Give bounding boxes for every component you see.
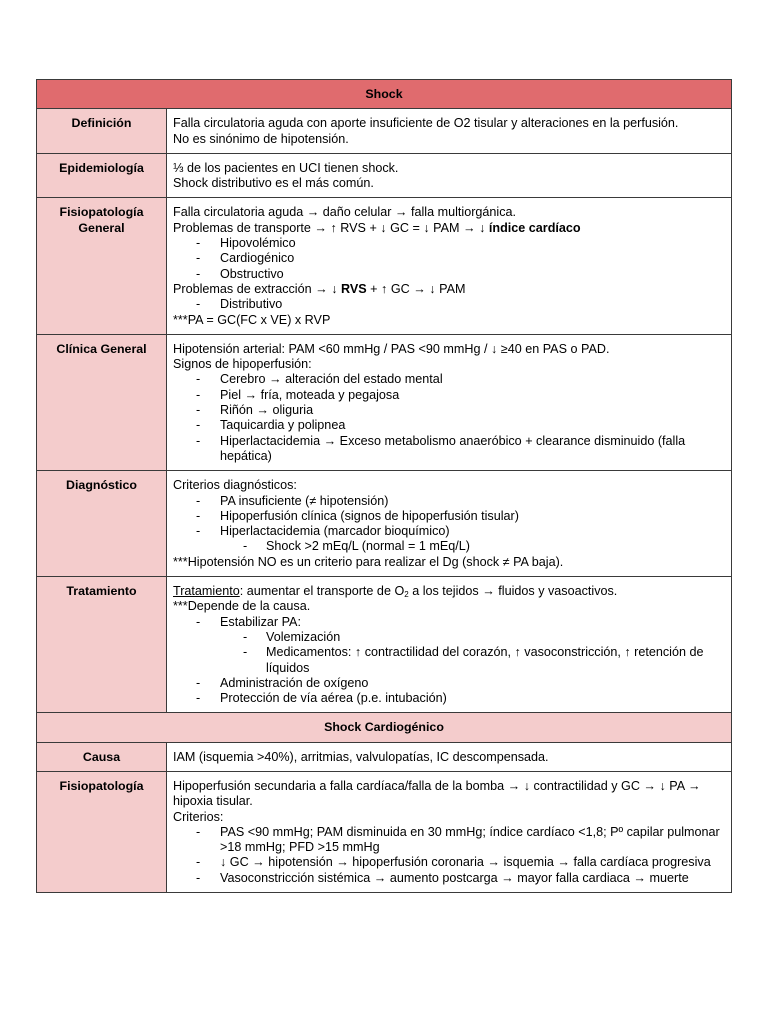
text-fragment: Problemas de extracción → ↓ <box>173 281 341 296</box>
text-line: ***PA = GC(FC x VE) x RVP <box>173 312 331 327</box>
row-label-diagnostico: Diagnóstico <box>37 471 167 577</box>
text-line <box>173 584 721 599</box>
table-title: Shock <box>37 80 732 109</box>
bold-term: índice cardíaco <box>488 220 581 235</box>
row-fisiopatologia-general <box>37 198 732 334</box>
bold-term: RVS <box>341 281 367 296</box>
text-line: Falla circulatoria aguda con aporte insuficiente de O2 tisular y alteraciones en la perfusión. <box>173 116 679 131</box>
text-line: Criterios: <box>173 809 224 824</box>
bullet-item: - PA insuficiente (≠ hipotensión) <box>173 494 721 509</box>
section-subtitle: Shock Cardiogénico <box>37 713 732 742</box>
row-label-fisiopatologia-general <box>37 198 167 334</box>
bullet-item: - Hipoperfusión clínica (signos de hipoperfusión tisular) <box>173 509 721 524</box>
text-line: Hipotensión arterial: PAM <60 mmHg / PAS <90 mmHg / ↓ ≥40 en PAS o PAD. <box>173 341 610 356</box>
bullet-item: - Riñón → oliguria <box>173 403 721 418</box>
row-tratamiento <box>37 577 732 713</box>
row-label-clinica-general: Clínica General <box>37 334 167 470</box>
bullet-item: - Cardiogénico <box>173 251 721 266</box>
text-line <box>173 282 721 297</box>
row-clinica-general <box>37 334 732 470</box>
text-fragment: Problemas de transporte → ↑ RVS + ↓ GC = ↓ PAM → ↓ <box>173 220 489 235</box>
text-line: No es sinónimo de hipotensión. <box>173 131 349 146</box>
underlined-term: Tratamiento <box>173 584 240 599</box>
subtitle-row <box>37 713 732 742</box>
bullet-item: - Estabilizar PA: <box>173 615 721 630</box>
text-line: Hipoperfusión secundaria a falla cardíaca/falla de la bomba → ↓ contractilidad y GC → ↓ PA → hipoxia tisular. <box>173 778 701 809</box>
text-line: Falla circulatoria aguda → daño celular → falla multiorgánica. <box>173 205 517 220</box>
bullet-item: - Protección de vía aérea (p.e. intubación) <box>173 691 721 706</box>
text-line: Criterios diagnósticos: <box>173 478 297 493</box>
row-content-epidemiologia <box>167 153 732 198</box>
row-epidemiologia <box>37 153 732 198</box>
text-line: IAM (isquemia >40%), arritmias, valvulopatías, IC descompensada. <box>173 749 549 764</box>
shock-summary-table <box>36 79 732 893</box>
row-content-fisiopatologia <box>167 771 732 892</box>
text-line <box>173 221 721 236</box>
row-fisiopatologia <box>37 771 732 892</box>
text-line: ***Depende de la causa. <box>173 599 311 614</box>
label-line: Fisiopatología <box>59 205 144 220</box>
subscript: 2 <box>404 590 409 600</box>
row-content-fisiopatologia-general <box>167 198 732 334</box>
row-causa <box>37 742 732 771</box>
bullet-item: - Distributivo <box>173 297 721 312</box>
bullet-item: - ↓ GC → hipotensión → hipoperfusión coronaria → isquemia → falla cardíaca progresiva <box>173 855 721 870</box>
row-definicion <box>37 109 732 154</box>
sub-bullet-item: - Shock >2 mEq/L (normal = 1 mEq/L) <box>173 539 721 554</box>
bullet-item: - Hiperlactacidemia (marcador bioquímico) <box>173 524 721 539</box>
bullet-item: - Taquicardia y polipnea <box>173 418 721 433</box>
row-label-fisiopatologia: Fisiopatología <box>37 771 167 892</box>
bullet-item: - Hiperlactacidemia → Exceso metabolismo anaeróbico + clearance disminuido (falla hepática) <box>173 434 721 465</box>
bullet-item: - Vasoconstricción sistémica → aumento postcarga → mayor falla cardiaca → muerte <box>173 871 721 886</box>
text-fragment: + ↑ GC → ↓ PAM <box>366 281 466 296</box>
text-fragment: : aumentar el transporte de O <box>239 584 405 599</box>
row-content-causa <box>167 742 732 771</box>
title-row <box>37 80 732 109</box>
text-line: Signos de hipoperfusión: <box>173 357 312 372</box>
row-diagnostico <box>37 471 732 577</box>
text-line: Shock distributivo es el más común. <box>173 176 374 191</box>
sub-bullet-item: - Volemización <box>173 630 721 645</box>
row-content-clinica-general <box>167 334 732 470</box>
bullet-item: - Piel → fría, moteada y pegajosa <box>173 388 721 403</box>
text-line: ⅓ de los pacientes en UCI tienen shock. <box>173 160 399 175</box>
bullet-item: - Obstructivo <box>173 267 721 282</box>
row-content-tratamiento <box>167 577 732 713</box>
row-label-definicion: Definición <box>37 109 167 154</box>
row-content-diagnostico <box>167 471 732 577</box>
text-fragment: a los tejidos → fluidos y vasoactivos. <box>408 584 618 599</box>
bullet-item: - Hipovolémico <box>173 236 721 251</box>
label-line: General <box>78 220 125 235</box>
bullet-item: - Administración de oxígeno <box>173 676 721 691</box>
bullet-item: - PAS <90 mmHg; PAM disminuida en 30 mmHg; índice cardíaco <1,8; Pº capilar pulmonar >18 mmHg; PFD >15 mmHg <box>173 825 721 856</box>
row-label-epidemiologia: Epidemiología <box>37 153 167 198</box>
bullet-item: - Cerebro → alteración del estado mental <box>173 372 721 387</box>
text-line: ***Hipotensión NO es un criterio para realizar el Dg (shock ≠ PA baja). <box>173 554 564 569</box>
row-content-definicion <box>167 109 732 154</box>
sub-bullet-item: - Medicamentos: ↑ contractilidad del corazón, ↑ vasoconstricción, ↑ retención de líquidos <box>173 645 721 676</box>
row-label-causa: Causa <box>37 742 167 771</box>
row-label-tratamiento: Tratamiento <box>37 577 167 713</box>
